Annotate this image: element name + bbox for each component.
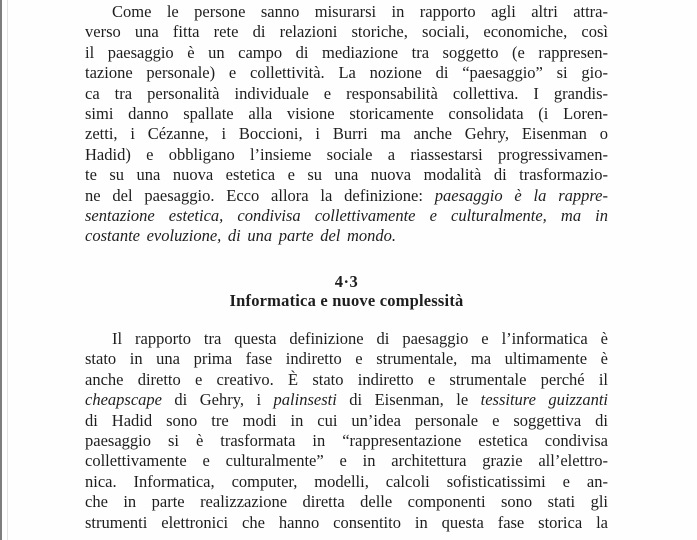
text-segment: Come le persone sanno misurarsi in rapporto agli altri attra-	[112, 2, 608, 21]
paragraph-2	[85, 329, 608, 533]
text-segment: verso una fitta rete di relazioni storiche, sociali, economiche, così	[85, 22, 608, 42]
text-segment: paesaggio si è trasformata in “rappresentazione estetica condivisa	[85, 430, 608, 450]
italic-text-segment: tessiture guizzanti	[480, 390, 608, 410]
italic-text-segment: palinsesti	[273, 390, 337, 410]
text-segment: di Gehry, i	[161, 390, 274, 410]
text-line	[85, 145, 608, 165]
italic-text-segment: cheapscape	[85, 390, 162, 410]
text-line	[85, 186, 608, 206]
text-segment: simi danno spallate alla visione storicamente consolidata (i Loren-	[85, 104, 608, 124]
text-line	[85, 206, 608, 226]
text-segment: nica. Informatica, computer, modelli, calcoli sofisticatissimi e an-	[85, 471, 608, 491]
text-line	[85, 2, 608, 22]
text-segment: il paesaggio è un campo di mediazione tra soggetto (e rappresen-	[85, 42, 608, 62]
text-line	[85, 370, 608, 390]
text-line	[85, 63, 608, 83]
text-line	[85, 226, 608, 246]
text-segment: Hadid) e obbligano l’insieme sociale a riassestarsi progressivamen-	[85, 144, 608, 164]
text-segment: di Hadid sono tre modi in cui un’idea personale e soggettiva di	[85, 410, 608, 430]
text-segment: strumenti elettronici che hanno consentito in questa fase storica la	[85, 512, 608, 532]
text-line	[85, 492, 608, 512]
text-line	[85, 349, 608, 369]
text-segment: di Eisenman, le	[336, 390, 481, 410]
text-segment: tazione personale) e collettività. La nozione di “paesaggio” si gio-	[85, 63, 608, 83]
text-segment: te su una nuova estetica e su una nuova modalità di trasformazio-	[85, 165, 608, 185]
text-segment: ca tra personalità individuale e responsabilità collettiva. I grandis-	[85, 83, 608, 103]
section-number: 4·3	[334, 271, 359, 291]
text-line	[85, 43, 608, 63]
italic-text-segment: sentazione estetica, condivisa collettivamente e culturalmente, ma in	[85, 206, 608, 226]
section-heading	[85, 272, 608, 310]
text-segment: collettivamente e culturalmente” e in architettura grazie all’elettro-	[85, 451, 608, 471]
text-line	[85, 451, 608, 471]
scan-edge-faint-line	[7, 0, 8, 540]
text-segment: che in parte realizzazione diretta delle componenti sono stati gli	[85, 492, 608, 512]
text-line	[85, 411, 608, 431]
text-line	[85, 390, 608, 410]
text-line	[85, 472, 608, 492]
text-line	[85, 431, 608, 451]
text-line	[85, 22, 608, 42]
text-segment: Il rapporto tra questa definizione di paesaggio e l’informatica è	[112, 328, 608, 348]
text-line	[85, 329, 608, 349]
text-line	[85, 165, 608, 185]
section-title: Informatica e nuove complessità	[229, 290, 464, 310]
text-segment: stato in una prima fase indiretto e strumentale, ma ultimamente è	[85, 349, 608, 369]
text-line	[85, 104, 608, 124]
text-segment: anche diretto e creativo. È stato indiretto e strumentale perché il	[85, 369, 608, 389]
text-line	[85, 84, 608, 104]
text-segment: ne del paesaggio. Ecco allora la definizione:	[85, 185, 435, 205]
text-line	[85, 124, 608, 144]
italic-text-segment: paesaggio è la rappre-	[434, 185, 608, 205]
italic-text-segment: costante evoluzione, di una parte del mondo.	[85, 226, 397, 246]
scan-edge-line	[0, 0, 2, 540]
text-body	[85, 2, 608, 533]
text-segment: zetti, i Cézanne, i Boccioni, i Burri ma anche Gehry, Eisenman o	[85, 124, 608, 144]
text-line	[85, 513, 608, 533]
paragraph-1	[85, 2, 608, 247]
